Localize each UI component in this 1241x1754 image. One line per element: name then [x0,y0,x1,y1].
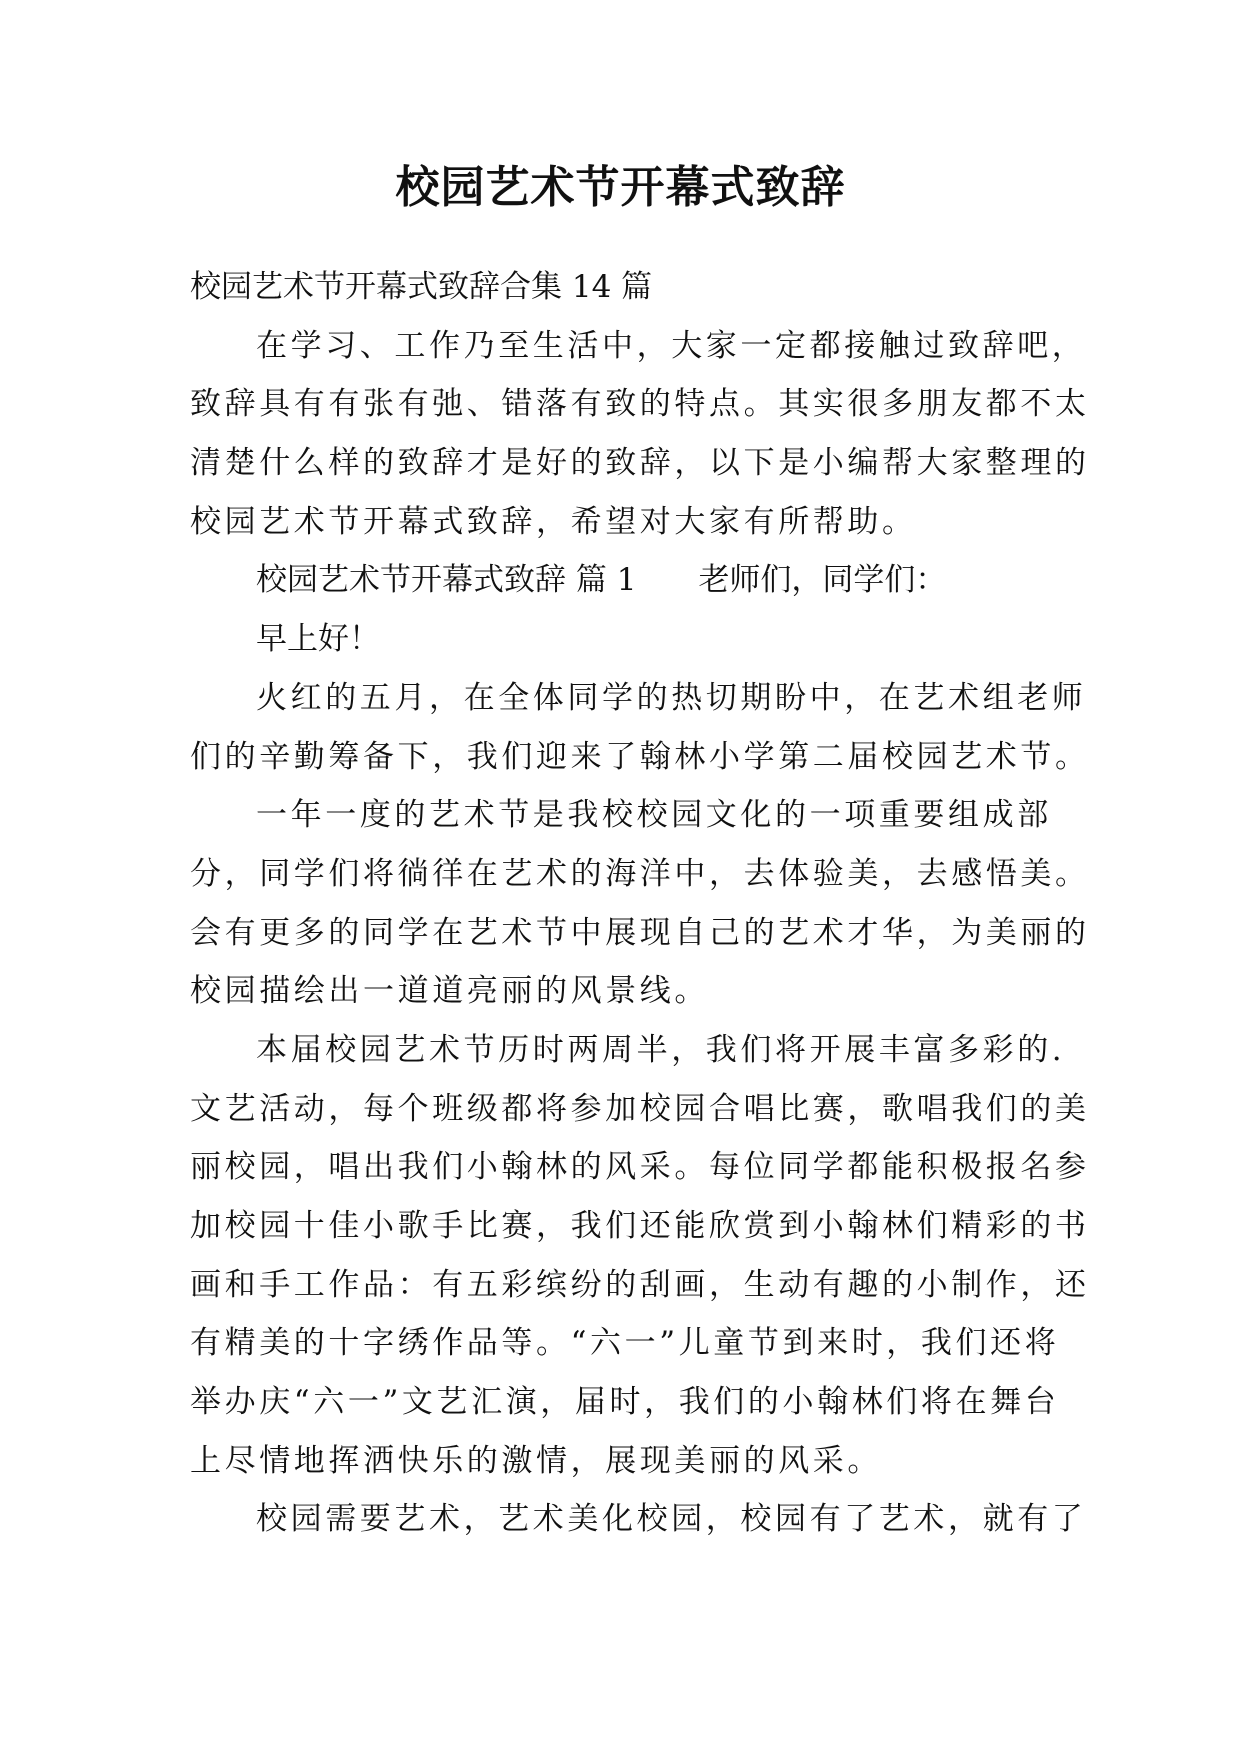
paragraph-line: 分，同学们将徜徉在艺术的海洋中，去体验美，去感悟美。 [190,855,1090,892]
paragraph-line: 校园艺术节开幕式致辞，希望对大家有所帮助。 [190,503,917,540]
paragraph-line: 们的辛勤筹备下，我们迎来了翰林小学第二届校园艺术节。 [190,738,1090,775]
document-title: 校园艺术节开幕式致辞 [395,162,846,213]
paragraph-line: 致辞具有有张有弛、错落有致的特点。其实很多朋友都不太 [190,386,1090,423]
paragraph-line: 火红的五月，在全体同学的热切期盼中，在艺术组老师 [256,679,1087,716]
greeting-line: 早上好！ [256,621,380,658]
paragraph-line: 清楚什么样的致辞才是好的致辞，以下是小编帮大家整理的 [190,445,1090,482]
paragraph-line: 有精美的十字绣作品等。“六一”儿童节到来时，我们还将 [190,1325,1060,1362]
paragraph-line: 校园描绘出一道道亮丽的风景线。 [190,973,709,1010]
paragraph-line: 一年一度的艺术节是我校校园文化的一项重要组成部 [256,797,1052,834]
paragraph-line: 会有更多的同学在艺术节中展现自己的艺术才华，为美丽的 [190,914,1090,951]
paragraph-line: 校园需要艺术，艺术美化校园，校园有了艺术，就有了 [256,1501,1087,1538]
paragraph-line: 上尽情地挥洒快乐的激情，展现美丽的风采。 [190,1442,882,1479]
paragraph-line: 丽校园，唱出我们小翰林的风采。每位同学都能积极报名参 [190,1149,1090,1186]
paragraph-line: 举办庆“六一”文艺汇演，届时，我们的小翰林们将在舞台 [190,1384,1060,1421]
section-heading: 校园艺术节开幕式致辞 篇 1 [256,562,637,599]
paragraph-line: 文艺活动，每个班级都将参加校园合唱比赛，歌唱我们的美 [190,1090,1090,1127]
salutation: 老师们，同学们： [698,562,947,599]
paragraph-line: 在学习、工作乃至生活中，大家一定都接触过致辞吧， [256,327,1087,364]
paragraph-line: 加校园十佳小歌手比赛，我们还能欣赏到小翰林们精彩的书 [190,1208,1090,1244]
paragraph-line: 本届校园艺术节历时两周半，我们将开展丰富多彩的. [256,1031,1066,1068]
paragraph-line: 画和手工作品：有五彩缤纷的刮画，生动有趣的小制作，还 [190,1266,1090,1303]
subtitle-line: 校园艺术节开幕式致辞合集 14 篇 [190,269,653,305]
document-body [190,258,1090,1549]
section-heading-line [190,551,1070,610]
